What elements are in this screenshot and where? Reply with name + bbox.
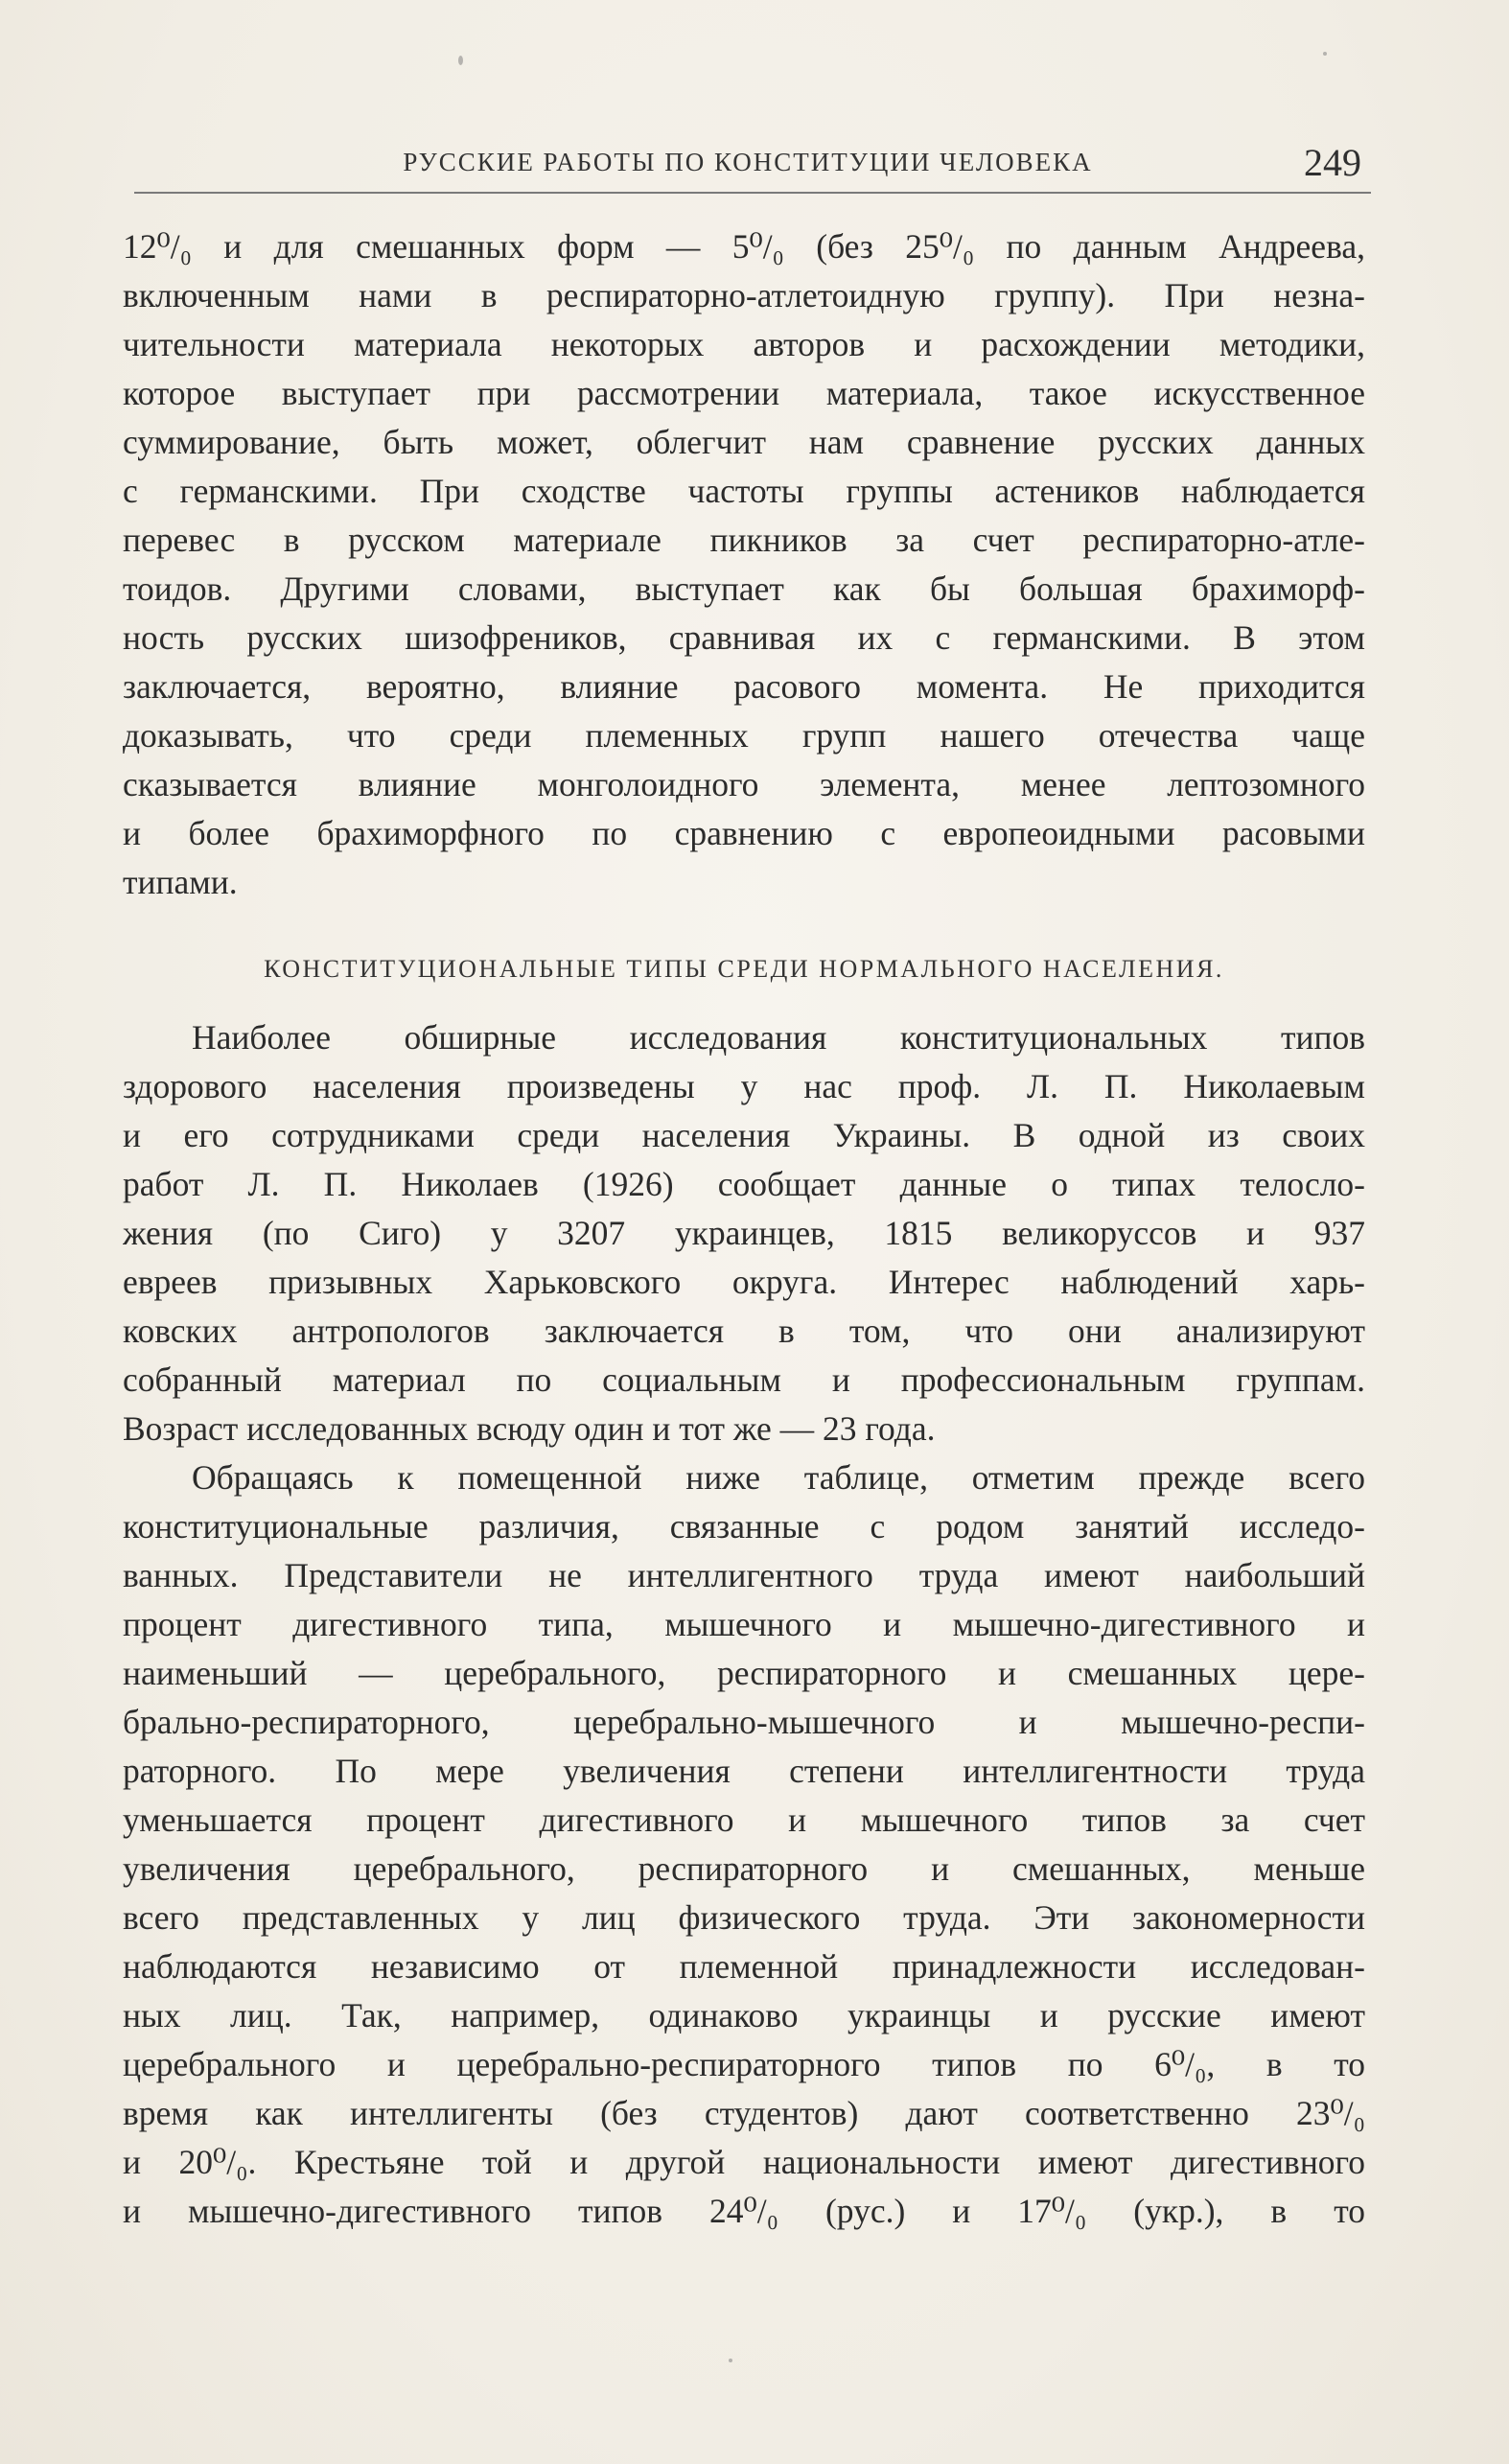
text-line: всего представленных у лиц физического труда. Эти закономерности xyxy=(123,1898,1365,1937)
text-line: жения (по Сиго) у 3207 украинцев, 1815 великоруссов и 937 xyxy=(123,1214,1365,1252)
text-line: церебрального и церебрально-респираторного типов по 6⁰/₀, в то xyxy=(123,2045,1365,2083)
text-line: 12⁰/₀ и для смешанных форм — 5⁰/₀ (без 25⁰/₀ по данным Андреева, xyxy=(123,227,1365,266)
text-line: тоидов. Другими словами, выступает как бы большая брахиморф- xyxy=(123,570,1365,608)
text-line: и более брахиморфного по сравнению с европеоидными расовыми xyxy=(123,814,1365,852)
paper-speck xyxy=(1323,52,1327,56)
text-line: доказывать, что среди племенных групп нашего отечества чаще xyxy=(123,716,1365,755)
paper-speck xyxy=(458,56,463,65)
text-line: конституциональные различия, связанные с родом занятий исследо- xyxy=(123,1507,1365,1546)
text-line: ность русских шизофреников, сравнивая их с германскими. В этом xyxy=(123,618,1365,657)
text-line: время как интеллигенты (без студентов) дают соответственно 23⁰/₀ xyxy=(123,2094,1365,2132)
text-line: Возраст исследованных всюду один и тот же — 23 года. xyxy=(123,1409,936,1448)
text-line: сказывается влияние монголоидного элемента, менее лептозомного xyxy=(123,765,1365,803)
paper-speck xyxy=(729,2359,732,2362)
running-title: РУССКИЕ РАБОТЫ ПО КОНСТИТУЦИИ ЧЕЛОВЕКА xyxy=(403,148,1093,176)
text-line: увеличения церебрального, респираторного и смешанных, меньше xyxy=(123,1849,1365,1888)
text-line: и его сотрудниками среди населения Украины. В одной из своих xyxy=(123,1116,1365,1154)
paragraph-1 xyxy=(123,222,1365,907)
text-line: процент дигестивного типа, мышечного и мышечно-дигестивного и xyxy=(123,1605,1365,1643)
text-line: работ Л. П. Николаев (1926) сообщает данные о типах телосло- xyxy=(123,1165,1365,1203)
text-line: ковских антропологов заключается в том, что они анализируют xyxy=(123,1312,1365,1350)
text-line: наименьший — церебрального, респираторного и смешанных цере- xyxy=(123,1654,1365,1692)
text-line: перевес в русском материале пикников за счет респираторно-атле- xyxy=(123,521,1365,559)
running-head xyxy=(134,141,1361,190)
text-line: суммирование, быть может, облегчит нам сравнение русских данных xyxy=(123,423,1365,461)
text-line: которое выступает при рассмотрении материала, такое искусственное xyxy=(123,374,1365,412)
text-line: и 20⁰/₀. Крестьяне той и другой национальности имеют дигестивного xyxy=(123,2143,1365,2181)
text-line: ных лиц. Так, например, одинаково украинцы и русские имеют xyxy=(123,1996,1365,2034)
paragraph-3 xyxy=(123,1453,1365,2236)
header-rule xyxy=(134,192,1371,194)
text-line: брально-респираторного, церебрально-мышечного и мышечно-респи- xyxy=(123,1703,1365,1741)
text-line: уменьшается процент дигестивного и мышечного типов за счет xyxy=(123,1801,1365,1839)
paragraph-2 xyxy=(123,1013,1365,1453)
text-line: с германскими. При сходстве частоты группы астеников наблюдается xyxy=(123,472,1365,510)
text-line: чительности материала некоторых авторов и расхождении методики, xyxy=(123,325,1365,363)
text-line: собранный материал по социальным и профессиональным группам. xyxy=(123,1360,1365,1399)
text-line: здорового населения произведены у нас проф. Л. П. Николаевым xyxy=(123,1067,1365,1105)
text-line: наблюдаются независимо от племенной принадлежности исследован- xyxy=(123,1947,1365,1986)
text-line: раторного. По мере увеличения степени интеллигентности труда xyxy=(123,1752,1365,1790)
text-line: евреев призывных Харьковского округа. Интерес наблюдений харь- xyxy=(123,1263,1365,1301)
text-line: типами. xyxy=(123,863,238,901)
text-line: Наиболее обширные исследования конституциональных типов xyxy=(192,1018,1365,1057)
text-line: заключается, вероятно, влияние расового момента. Не приходится xyxy=(123,667,1365,706)
text-line: Обращаясь к помещенной ниже таблице, отметим прежде всего xyxy=(192,1458,1365,1497)
text-line: включенным нами в респираторно-атлетоидную группу). При незна- xyxy=(123,276,1365,314)
page-number: 249 xyxy=(1304,141,1361,184)
section-heading: КОНСТИТУЦИОНАЛЬНЫЕ ТИПЫ СРЕДИ НОРМАЛЬНОГО НАСЕЛЕНИЯ. xyxy=(264,955,1224,983)
text-line: ванных. Представители не интеллигентного труда имеют наибольший xyxy=(123,1556,1365,1594)
text-line: и мышечно-дигестивного типов 24⁰/₀ (рус.) и 17⁰/₀ (укр.), в то xyxy=(123,2192,1365,2230)
